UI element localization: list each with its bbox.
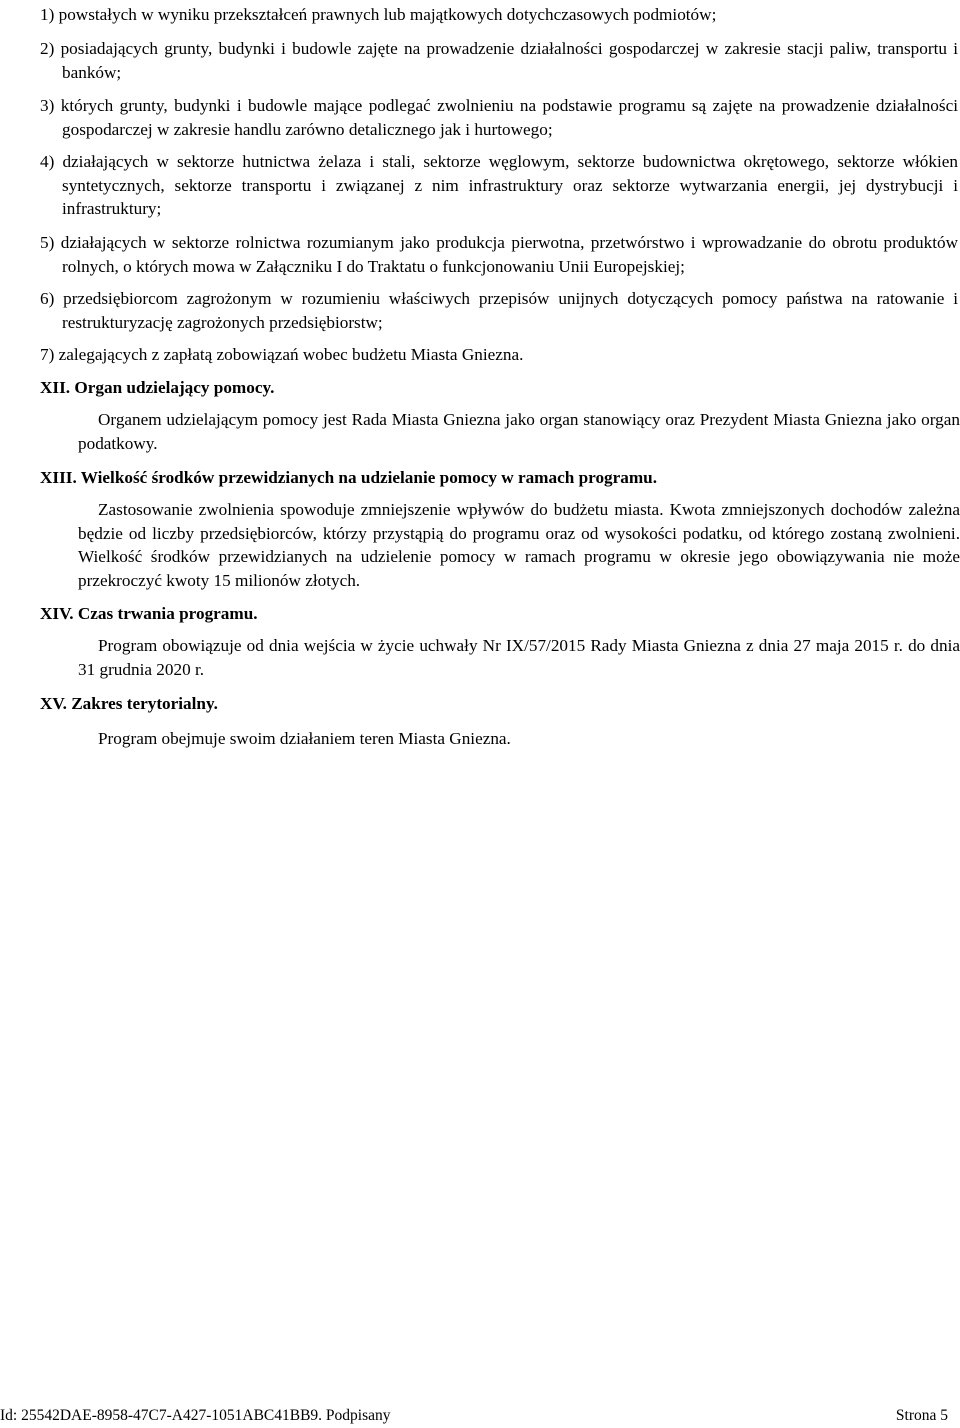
exclusion-item-2: 2) posiadających grunty, budynki i budowle zajęte na prowadzenie działalności gospodarczej w zakresie stacji paliw, transportu i banków; [40, 39, 958, 82]
section-text-organ: Organem udzielającym pomocy jest Rada Miasta Gniezna jako organ stanowiący oraz Prezydent Miasta Gniezna jako organ podatkowy. [78, 410, 960, 453]
section-heading-territory: XV. Zakres terytorialny. [40, 694, 218, 713]
section-text-duration: Program obowiązuje od dnia wejścia w życie uchwały Nr IX/57/2015 Rady Miasta Gniezna z dnia 27 maja 2015 r. do dnia 31 grudnia 2020 r. [78, 636, 960, 679]
section-text-funds: Zastosowanie zwolnienia spowoduje zmniejszenie wpływów do budżetu miasta. Kwota zmniejszonych dochodów zależna będzie od liczby przedsiębiorców, którzy przystąpią do programu oraz od wysokości podatku, od którego zostaną zwolnieni. Wielkość środków przewidzianych na udzielenie pomocy w ramach programu w okresie jego obowiązywania nie może przekroczyć kwoty 15 milionów złotych. [78, 500, 960, 590]
footer-document-id: Id: 25542DAE-8958-47C7-A427-1051ABC41BB9. Podpisany [0, 1407, 391, 1424]
exclusion-item-5: 5) działających w sektorze rolnictwa rozumianym jako produkcja pierwotna, przetwórstwo i wprowadzanie do obrotu produktów rolnych, o których mowa w Załączniku I do Traktatu o funkcjonowaniu Unii Europejskiej; [40, 233, 958, 276]
exclusion-item-1: 1) powstałych w wyniku przekształceń prawnych lub majątkowych dotychczasowych podmiotów; [40, 5, 717, 24]
section-heading-funds: XIII. Wielkość środków przewidzianych na udzielanie pomocy w ramach programu. [40, 468, 658, 487]
section-text-territory: Program obejmuje swoim działaniem teren Miasta Gniezna. [98, 729, 511, 748]
footer-page-number: Strona 5 [895, 1407, 948, 1424]
exclusion-item-4: 4) działających w sektorze hutnictwa żelaza i stali, sektorze węglowym, sektorze budownictwa okrętowego, sektorze włókien syntetycznych, sektorze transportu i związanej z nim infrastruktury oraz sektorze wytwarzania energii, jej dystrybucji i infrastruktury; [40, 152, 958, 218]
exclusion-item-7: 7) zalegających z zapłatą zobowiązań wobec budżetu Miasta Gniezna. [40, 345, 524, 364]
exclusion-item-3: 3) których grunty, budynki i budowle mające podlegać zwolnieniu na podstawie programu są zajęte na prowadzenie działalności gospodarczej w zakresie handlu zarówno detalicznego jak i hurtowego; [40, 96, 958, 139]
section-heading-organ: XII. Organ udzielający pomocy. [40, 378, 275, 397]
section-heading-duration: XIV. Czas trwania programu. [40, 604, 258, 623]
exclusion-item-6: 6) przedsiębiorcom zagrożonym w rozumieniu właściwych przepisów unijnych dotyczących pomocy państwa na ratowanie i restrukturyzację zagrożonych przedsiębiorstw; [40, 289, 958, 332]
